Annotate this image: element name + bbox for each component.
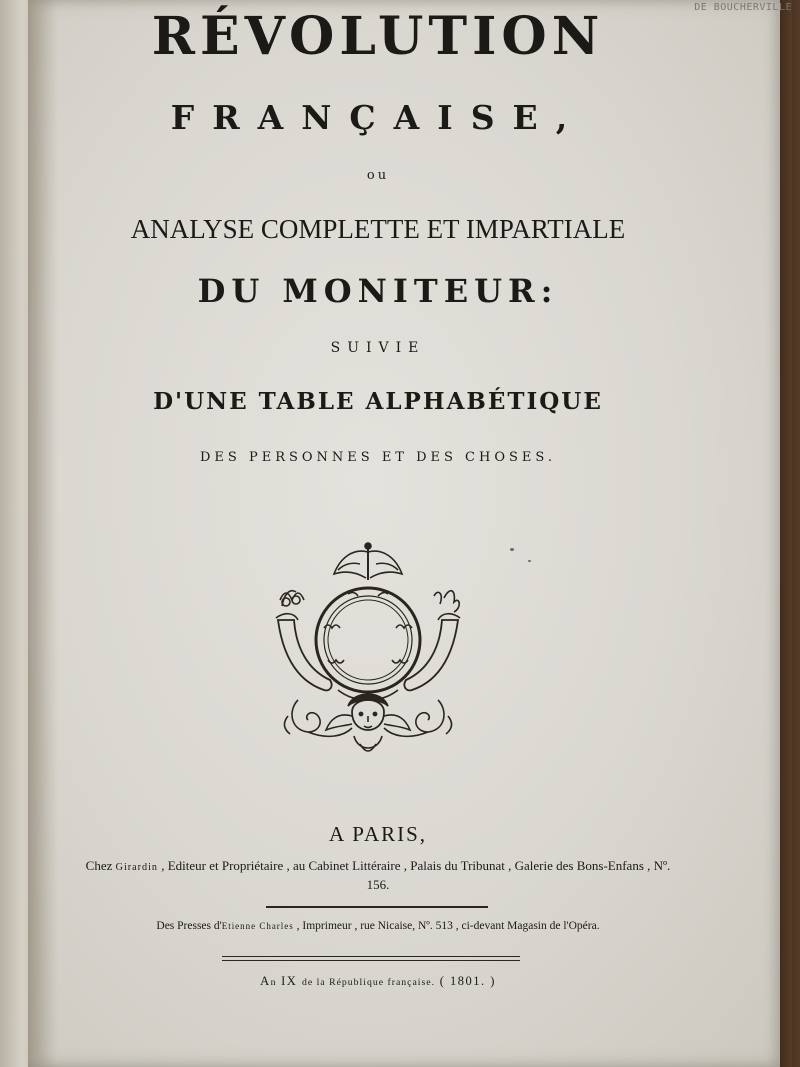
imprint-city: A PARIS, [328, 822, 428, 846]
date-year-ix: IX [276, 974, 302, 988]
analysis-line: ANALYSE COMPLETTE ET IMPARTIALE [130, 214, 626, 244]
printer-address: , Imprimeur , rue Nicaise, Nº. 513 , ci-devant Magasin de l'Opéra. [293, 920, 600, 932]
printer-line [28, 920, 728, 932]
imprint-rule-double [222, 956, 520, 961]
date-line [28, 974, 728, 989]
date-republic: de la République française. [301, 977, 436, 988]
publisher-prefix: Chez [85, 858, 116, 873]
foxing-mark [510, 548, 514, 551]
persons-line: DES PERSONNES ET DES CHOSES. [200, 450, 556, 465]
suivie-line: SUIVIE [330, 340, 426, 356]
ownership-stamp: DE BOUCHERVILLE [694, 2, 792, 13]
foxing-mark [528, 560, 531, 562]
main-title: RÉVOLUTION [151, 6, 605, 67]
imprint-rule-top [266, 906, 488, 908]
publisher-address: , Editeur et Propriétaire , au Cabinet Littéraire , Palais du Tribunat , Galerie des Bons-Enfans , Nº. 156. [157, 858, 671, 892]
date-year-paren: ( 1801. ) [435, 974, 496, 988]
ornamental-vignette-icon [268, 540, 468, 765]
date-year-n: n [270, 977, 277, 988]
printer-prefix: Des Presses d' [156, 920, 222, 932]
page-gutter [28, 0, 58, 1067]
date-year-a: A [260, 974, 271, 988]
table-line: D'UNE TABLE ALPHABÉTIQUE [153, 388, 603, 415]
subtitle-francaise: FRANÇAISE, [170, 98, 586, 137]
moniteur-line: DU MONITEUR: [197, 272, 559, 310]
publisher-name: Girardin [115, 862, 158, 873]
publisher-line [78, 857, 678, 893]
printer-name: Etienne Charles [221, 921, 294, 931]
conjunction-ou: ou [366, 168, 390, 183]
